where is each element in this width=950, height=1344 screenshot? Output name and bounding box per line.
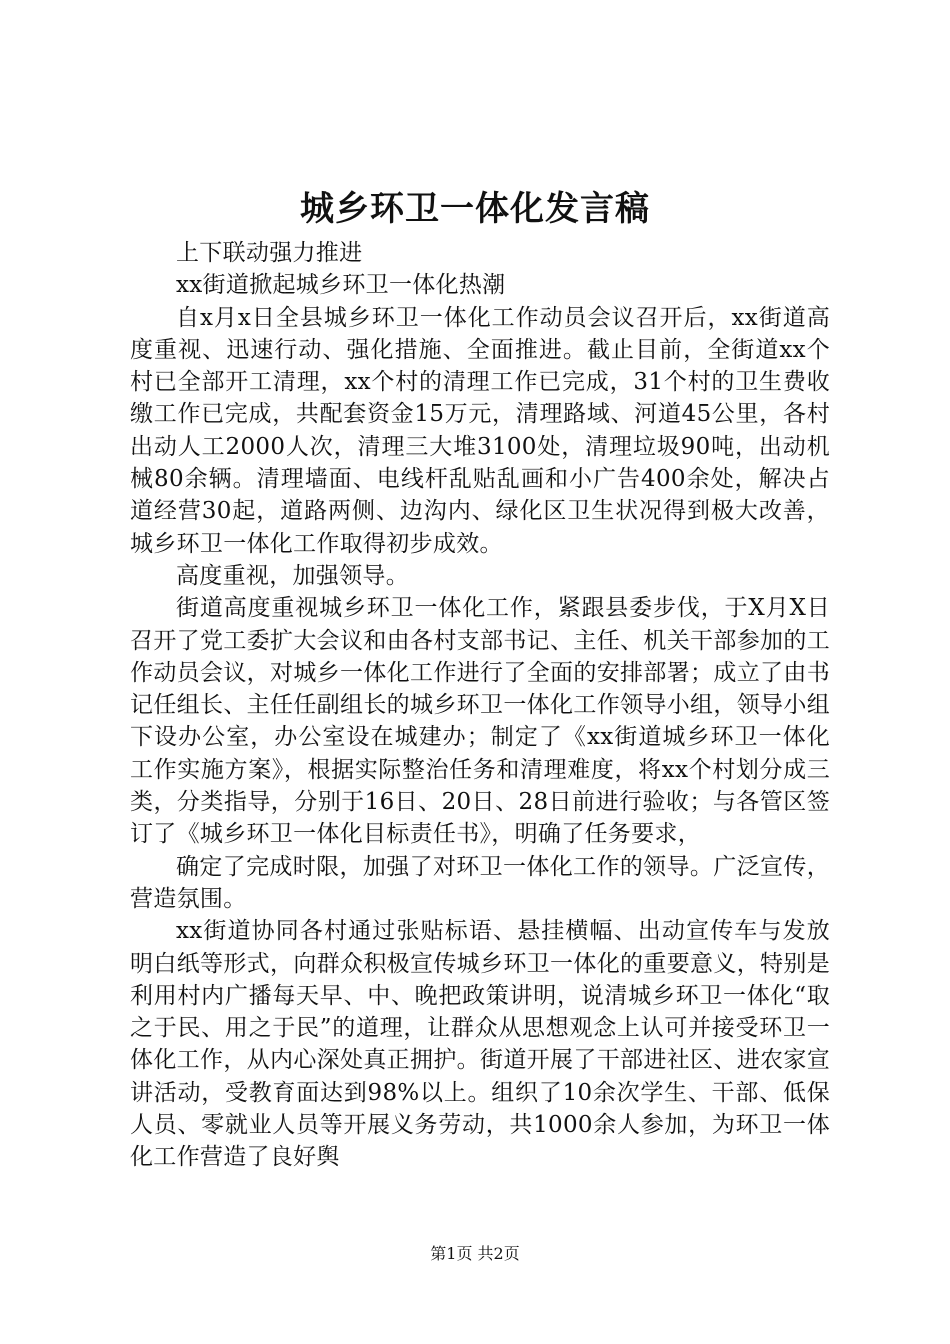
page-footer: 第1页 共2页 (430, 1244, 520, 1263)
paragraph-deadline: 确定了完成时限，加强了对环卫一体化工作的领导。广泛宣传，营造氛围。 (130, 853, 830, 912)
paragraph-leadership: 街道高度重视城乡环卫一体化工作，紧跟县委步伐，于X月X日召开了党工委扩大会议和由各村支部书记、主任、机关干部参加的工作动员会议，对城乡一体化工作进行了全面的安排部署；成立了由书记任组长、主任任副组长的城乡环卫一体化工作领导小组，领导小组下设办公室，办公室设在城建办；制定了《xx街道城乡环卫一体化工作实施方案》，根据实际整治任务和清理难度，将xx个村划分成三类，分类指导，分别于16日、20日、28日前进行验收；与各管区签订了《城乡环卫一体化目标责任书》，明确了任务要求， (130, 595, 830, 848)
document-body (130, 237, 830, 1174)
paragraph-heading-leadership: 高度重视，加强领导。 (176, 562, 409, 589)
paragraph-intro: 自x月x日全县城乡环卫一体化工作动员会议召开后，xx街道高度重视、迅速行动、强化措施、全面推进。截止目前，全街道xx个村已全部开工清理，xx个村的清理工作已完成，31个村的卫生费收缴工作已完成，共配套资金15万元，清理路域、河道45公里，各村出动人工2000人次，清理三大堆3100处，清理垃圾90吨，出动机械80余辆。清理墙面、电线杆乱贴乱画和小广告400余处，解决占道经营30起，道路两侧、边沟内、绿化区卫生状况得到极大改善，城乡环卫一体化工作取得初步成效。 (130, 304, 830, 557)
paragraph-subtitle-1: 上下联动强力推进 (176, 240, 363, 266)
paragraph-subtitle-2: xx街道掀起城乡环卫一体化热潮 (176, 272, 506, 299)
paragraph-publicity: xx街道协同各村通过张贴标语、悬挂横幅、出动宣传车与发放明白纸等形式，向群众积极宣传城乡环卫一体化的重要意义，特别是利用村内广播每天早、中、晚把政策讲明，说清城乡环卫一体化“取之于民、用之于民”的道理，让群众从思想观念上认可并接受环卫一体化工作，从内心深处真正拥护。街道开展了干部进社区、进农家宣讲活动，受教育面达到98%以上。组织了10余次学生、干部、低保人员、零就业人员等开展义务劳动，共1000余人参加，为环卫一体化工作营造了良好舆 (130, 918, 830, 1171)
document-title: 城乡环卫一体化发言稿 (300, 189, 650, 229)
